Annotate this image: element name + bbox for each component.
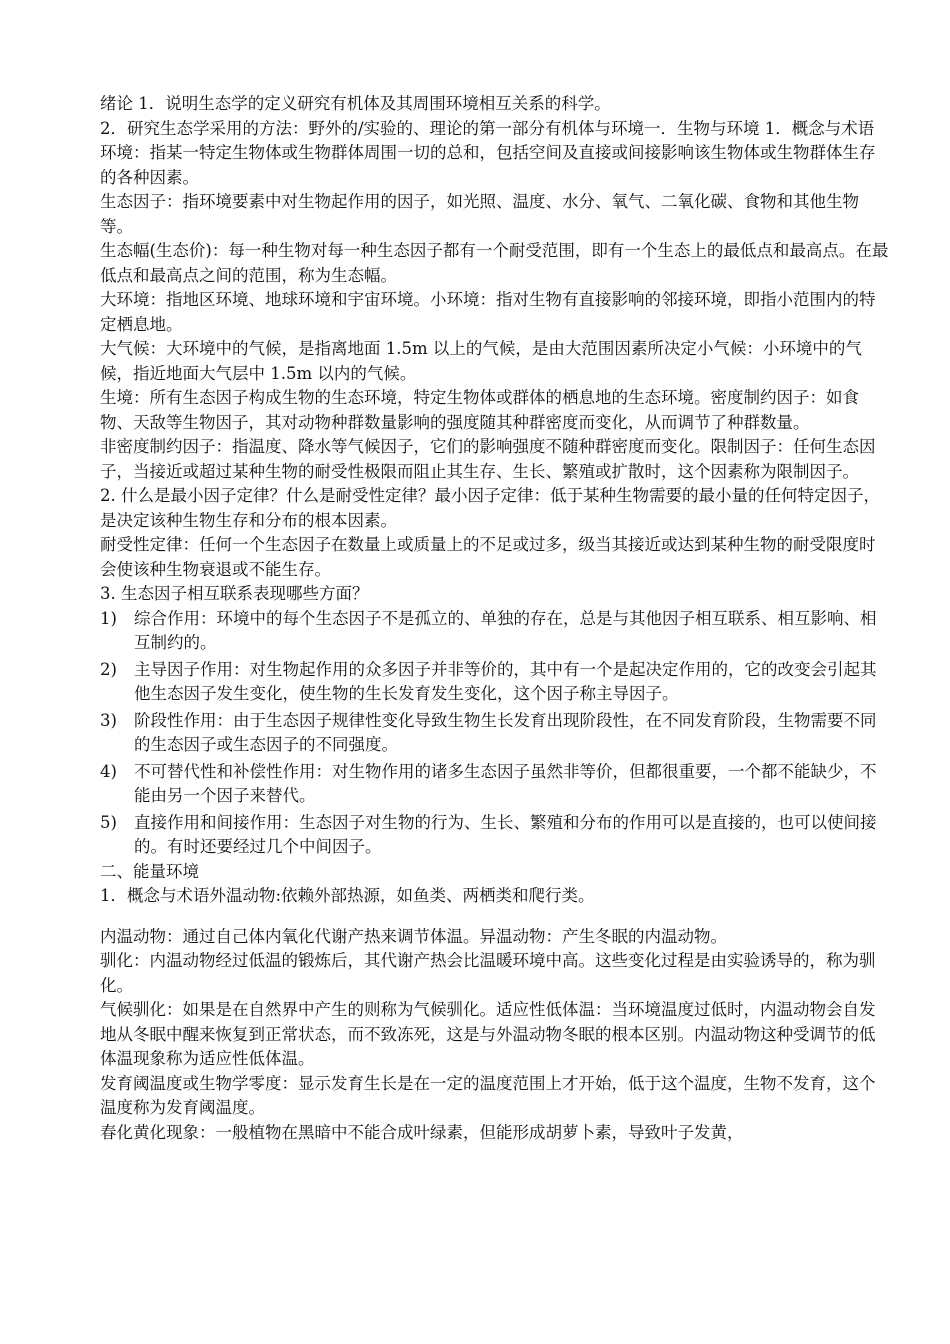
list-item [100, 760, 890, 809]
list-item-number: 5) [100, 812, 117, 832]
list-item [100, 658, 890, 707]
list-item-text: 不可替代性和补偿性作用：对生物作用的诸多生态因子虽然非等价，但都很重要，一个都不能缺少，不能由另一个因子来替代。 [134, 761, 877, 805]
numbered-list [100, 607, 890, 860]
list-item [100, 811, 890, 860]
paragraph-ecological-amplitude: 生态幅(生态价)：每一种生物对每一种生态因子都有一个耐受范围，即有一个生态上的最低点和最高点。在最低点和最高点之间的范围，称为生态幅。 [100, 241, 889, 285]
list-item-number: 3) [100, 710, 117, 730]
section-heading: 二、能量环境 [100, 861, 199, 881]
document-page [100, 92, 890, 1145]
list-item-number: 4) [100, 761, 117, 781]
list-item-number: 2) [100, 659, 117, 679]
paragraph-threshold-temperature: 发育阈温度或生物学零度：显示发育生长是在一定的温度范围上才开始，低于这个温度，生物不发育，这个温度称为发育阈温度。 [100, 1073, 876, 1117]
paragraph-tolerance-law: 耐受性定律：任何一个生态因子在数量上或质量上的不足或过多，级当其接近或达到某种生物的耐受限度时会使该种生物衰退或不能生存。 [100, 535, 876, 579]
paragraph-methods: 2．研究生态学采用的方法：野外的/实验的、理论的第一部分有机体与环境一．生物与环境 1．概念与术语环境：指某一特定生物体或生物群体周围一切的总和，包括空间及直接或间接影响该生物体或生物群体生存的各种因素。 [100, 118, 876, 187]
list-item-text: 主导因子作用：对生物起作用的众多因子并非等价的，其中有一个是起决定作用的，它的改变会引起其他生态因子发生变化，使生物的生长发育发生变化，这个因子称主导因子。 [134, 659, 877, 703]
paragraph-question-3: 3. 生态因子相互联系表现哪些方面？ [100, 584, 369, 603]
paragraph-vernalization: 春化黄化现象：一般植物在黑暗中不能合成叶绿素，但能形成胡萝卜素，导致叶子发黄， [100, 1122, 744, 1142]
list-item-number: 1) [100, 608, 117, 628]
paragraph-density-independent: 非密度制约因子：指温度、降水等气候因子，它们的影响强度不随种群密度而变化。限制因子：任何生态因子，当接近或超过某种生物的耐受性极限而阻止其生存、生长、繁殖或扩散时，这个因素称为限制因子。 [100, 437, 876, 481]
paragraph-climate: 大气候：大环境中的气候，是指离地面 1.5m 以上的气候，是由大范围因素所决定小气候：小环境中的气候，指近地面大气层中 1.5m 以内的气候。 [100, 339, 862, 383]
paragraph-ecological-factor: 生态因子：指环境要素中对生物起作用的因子，如光照、温度、水分、氧气、二氧化碳、食物和其他生物等。 [100, 192, 859, 236]
list-item-text: 阶段性作用：由于生态因子规律性变化导致生物生长发育出现阶段性，在不同发育阶段，生物需要不同的生态因子或生态因子的不同强度。 [134, 710, 877, 754]
list-item [100, 607, 890, 656]
paragraph-ectotherm: 1．概念与术语外温动物:依赖外部热源，如鱼类、两栖类和爬行类。 [100, 886, 595, 905]
paragraph-environment: 大环境：指地区环境、地球环境和宇宙环境。小环境：指对生物有直接影响的邻接环境，即指小范围内的特定栖息地。 [100, 290, 876, 334]
list-item [100, 709, 890, 758]
paragraph-acclimatization: 气候驯化：如果是在自然界中产生的则称为气候驯化。适应性低体温：当环境温度过低时，内温动物会自发地从冬眠中醒来恢复到正常状态，而不致冻死，这是与外温动物冬眠的根本区别。内温动物这种受调节的低体温现象称为适应性低体温。 [100, 1000, 876, 1068]
list-item-text: 直接作用和间接作用：生态因子对生物的行为、生长、繁殖和分布的作用可以是直接的，也可以使间接的。有时还要经过几个中间因子。 [134, 812, 877, 856]
paragraph-intro: 绪论 1．说明生态学的定义研究有机体及其周围环境相互关系的科学。 [100, 94, 611, 113]
list-item-text: 综合作用：环境中的每个生态因子不是孤立的、单独的存在，总是与其他因子相互联系、相互影响、相互制约的。 [134, 608, 877, 652]
paragraph-habitat: 生境：所有生态因子构成生物的生态环境，特定生物体或群体的栖息地的生态环境。密度制约因子：如食物、天敌等生物因子，其对动物种群数量影响的强度随其种群密度而变化，从而调节了种群数量。 [100, 388, 859, 432]
paragraph-acclimation: 驯化：内温动物经过低温的锻炼后，其代谢产热会比温暖环境中高。这些变化过程是由实验诱导的，称为驯化。 [100, 951, 876, 995]
paragraph-minimum-law: 2. 什么是最小因子定律？什么是耐受性定律？最小因子定律：低于某种生物需要的最小量的任何特定因子，是决定该种生物生存和分布的根本因素。 [100, 486, 880, 530]
paragraph-endotherm: 内温动物：通过自己体内氧化代谢产热来调节体温。异温动物：产生冬眠的内温动物。 [100, 926, 727, 946]
